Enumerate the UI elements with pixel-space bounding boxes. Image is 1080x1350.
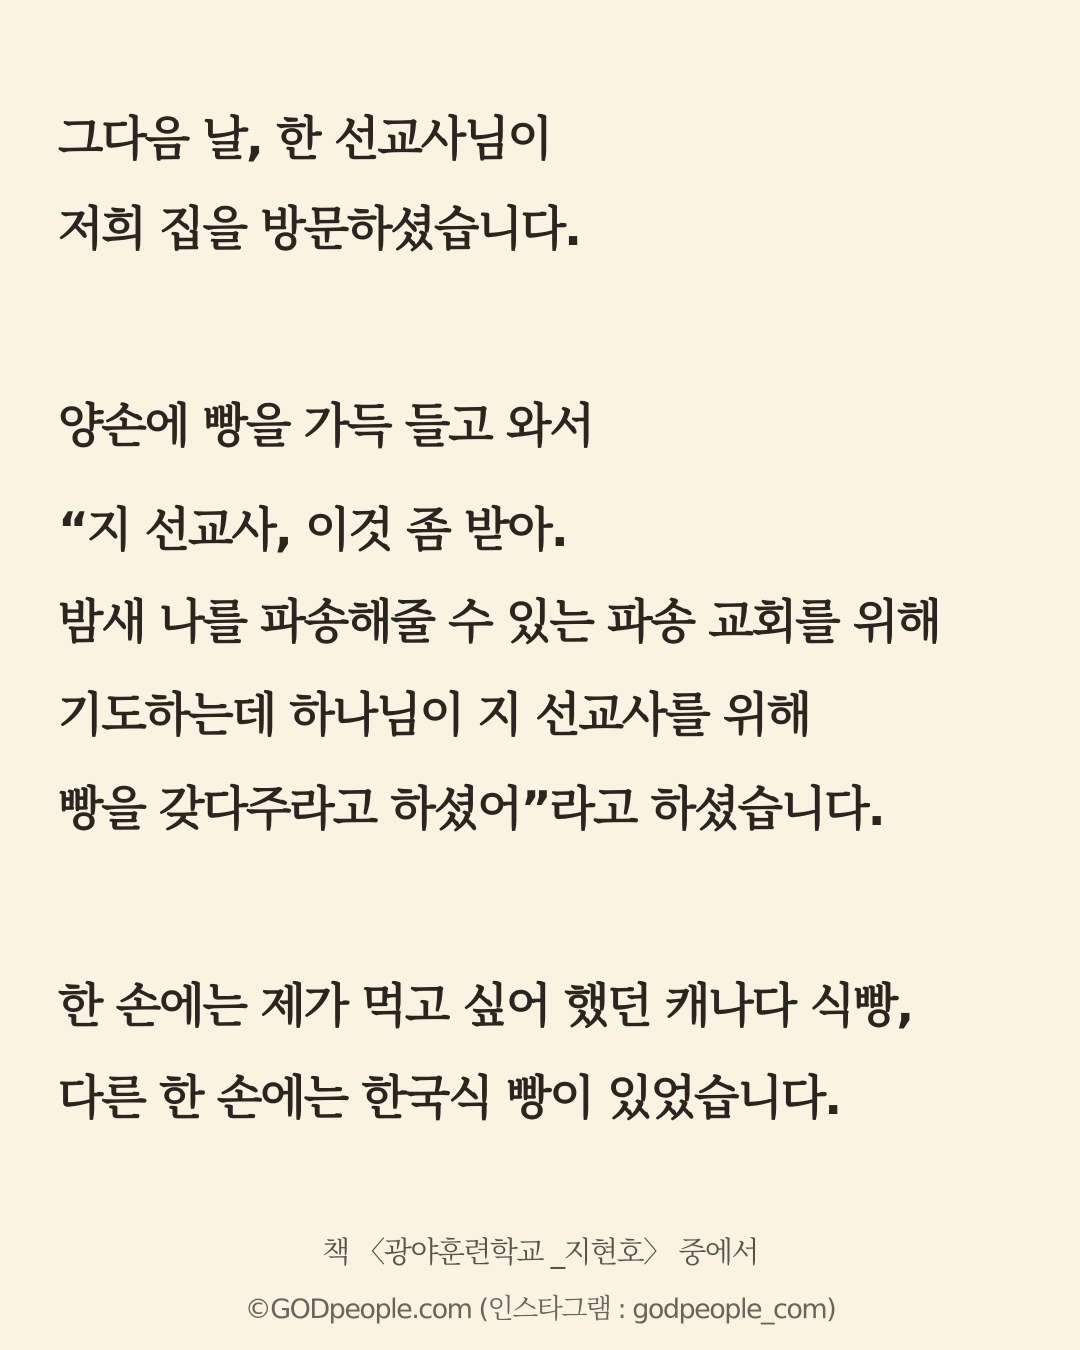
text-line: 그다음 날, 한 선교사님이: [58, 112, 551, 167]
book-source-caption: 책 〈광야훈련학교 _지현호〉 중에서: [322, 1235, 758, 1269]
text-line: 빵을 갖다주라고 하셨어”라고 하셨습니다.: [58, 782, 884, 837]
text-line: “지 선교사, 이것 좀 받아.: [58, 503, 567, 558]
text-line: 한 손에는 제가 먹고 싶어 했던 캐나다 식빵,: [58, 979, 913, 1034]
text-line: 저희 집을 방문하셨습니다.: [58, 202, 581, 257]
text-line: 밤새 나를 파송해줄 수 있는 파송 교회를 위해: [58, 595, 940, 650]
copyright-credit: ©GODpeople.com (인스타그램 : godpeople_com): [244, 1294, 836, 1325]
text-line: 양손에 빵을 가득 들고 와서: [58, 399, 593, 454]
text-line: 다른 한 손에는 한국식 빵이 있었습니다.: [58, 1071, 841, 1126]
text-line: 기도하는데 하나님이 지 선교사를 위해: [58, 688, 810, 743]
